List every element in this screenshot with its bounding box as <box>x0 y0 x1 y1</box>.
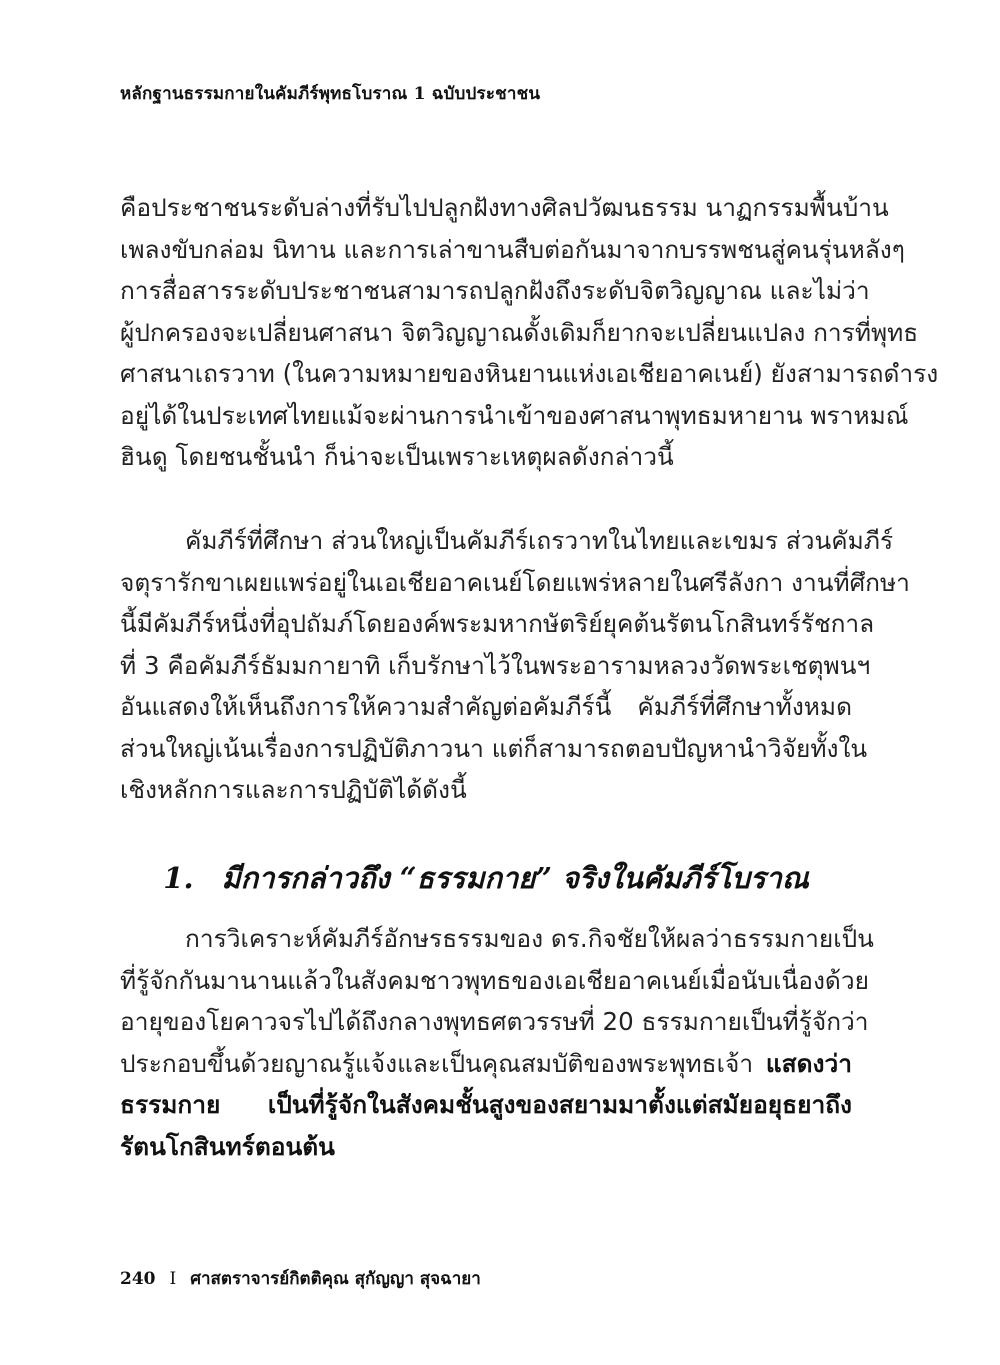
section-number: 1. <box>163 861 194 895</box>
paragraph-1 <box>120 187 939 478</box>
paragraph-line: ศาสนาเถรวาท (ในความหมายของหินยานแห่งเอเชียอาคเนย์) ยังสามารถดำรง <box>120 359 939 388</box>
paragraph-line: การวิเคราะห์คัมภีร์อักษรธรรมของ ดร.กิจชัยให้ผลว่าธรรมกายเป็น <box>185 924 874 953</box>
paragraph-2 <box>120 520 910 811</box>
footer-separator: I <box>169 1269 177 1289</box>
paragraph-line: คัมภีร์ที่ศึกษา ส่วนใหญ่เป็นคัมภีร์เถรวาทในไทยและเขมร ส่วนคัมภีร์ <box>185 526 894 555</box>
paragraph-line: อายุของโยคาวจรไปได้ถึงกลางพุทธศตวรรษที่ 20 ธรรมกายเป็นที่รู้จักว่า <box>120 1007 869 1036</box>
paragraph-3 <box>120 918 874 1167</box>
paragraph-line: ที่ 3 คือคัมภีร์ธัมมกายาทิ เก็บรักษาไว้ในพระอารามหลวงวัดพระเชตุพนฯ <box>120 650 871 680</box>
emphasis-text: แสดงว่า <box>765 1048 852 1078</box>
paragraph-line: เพลงขับกล่อม นิทาน และการเล่าขานสืบต่อกันมาจากบรรพชนสู่คนรุ่นหลังๆ <box>120 234 905 264</box>
section-heading <box>120 855 852 901</box>
paragraph-line: อันแสดงให้เห็นถึงการให้ความสำคัญต่อคัมภีร์นี้ คัมภีร์ที่ศึกษาทั้งหมด <box>120 692 852 721</box>
paragraph-line: ฮินดู โดยชนชั้นนำ ก็น่าจะเป็นเพราะเหตุผลดังกล่าวนี้ <box>120 442 674 471</box>
paragraph-line: การสื่อสารระดับประชาชนสามารถปลูกฝังถึงระดับจิตวิญญาณ และไม่ว่า <box>120 276 870 305</box>
paragraph-line: อยู่ได้ในประเทศไทยแม้จะผ่านการนำเข้าของศาสนาพุทธมหายาน พราหมณ์ <box>120 400 909 430</box>
paragraph-line: นี้มีคัมภีร์หนึ่งที่อุปถัมภ์โดยองค์พระมหากษัตริย์ยุคต้นรัตนโกสินทร์รัชกาล <box>120 609 875 638</box>
page-number: 240 <box>120 1269 156 1289</box>
emphasis-line: รัตนโกสินทร์ตอนต้น <box>120 1131 335 1161</box>
paragraph-line: ส่วนใหญ่เน้นเรื่องการปฏิบัติภาวนา แต่ก็สามารถตอบปัญหานำวิจัยทั้งใน <box>120 733 868 763</box>
paragraph-line: จตุรารักขาเผยแพร่อยู่ในเอเชียอาคเนย์โดยแพร่หลายในศรีลังกา งานที่ศึกษา <box>120 567 910 597</box>
footer-author: ศาสตราจารย์กิตติคุณ สุกัญญา สุจฉายา <box>190 1269 481 1289</box>
paragraph-line: ที่รู้จักกันมานานแล้วในสังคมชาวพุทธของเอเชียอาคเนย์เมื่อนับเนื่องด้วย <box>120 965 869 995</box>
section-title: มีการกล่าวถึง “ธรรมกาย” จริงในคัมภีร์โบราณ <box>221 861 809 895</box>
page-footer <box>120 1265 481 1292</box>
emphasis-line: ธรรมกาย เป็นที่รู้จักในสังคมชั้นสูงของสยามมาตั้งแต่สมัยอยุธยาถึง <box>120 1090 852 1119</box>
paragraph-line <box>120 1043 852 1085</box>
plain-text: ประกอบขึ้นด้วยญาณรู้แจ้งและเป็นคุณสมบัติของพระพุทธเจ้า <box>120 1048 754 1078</box>
paragraph-line: ผู้ปกครองจะเปลี่ยนศาสนา จิตวิญญาณดั้งเดิมก็ยากจะเปลี่ยนแปลง การที่พุทธ <box>120 317 919 347</box>
running-header: หลักฐานธรรมกายในคัมภีร์พุทธโบราณ 1 ฉบับประชาชน <box>120 84 541 104</box>
paragraph-line: เชิงหลักการและการปฏิบัติได้ดังนี้ <box>120 775 467 804</box>
paragraph-line: คือประชาชนระดับล่างที่รับไปปลูกฝังทางศิลปวัฒนธรรม นาฏกรรมพื้นบ้าน <box>120 193 889 222</box>
